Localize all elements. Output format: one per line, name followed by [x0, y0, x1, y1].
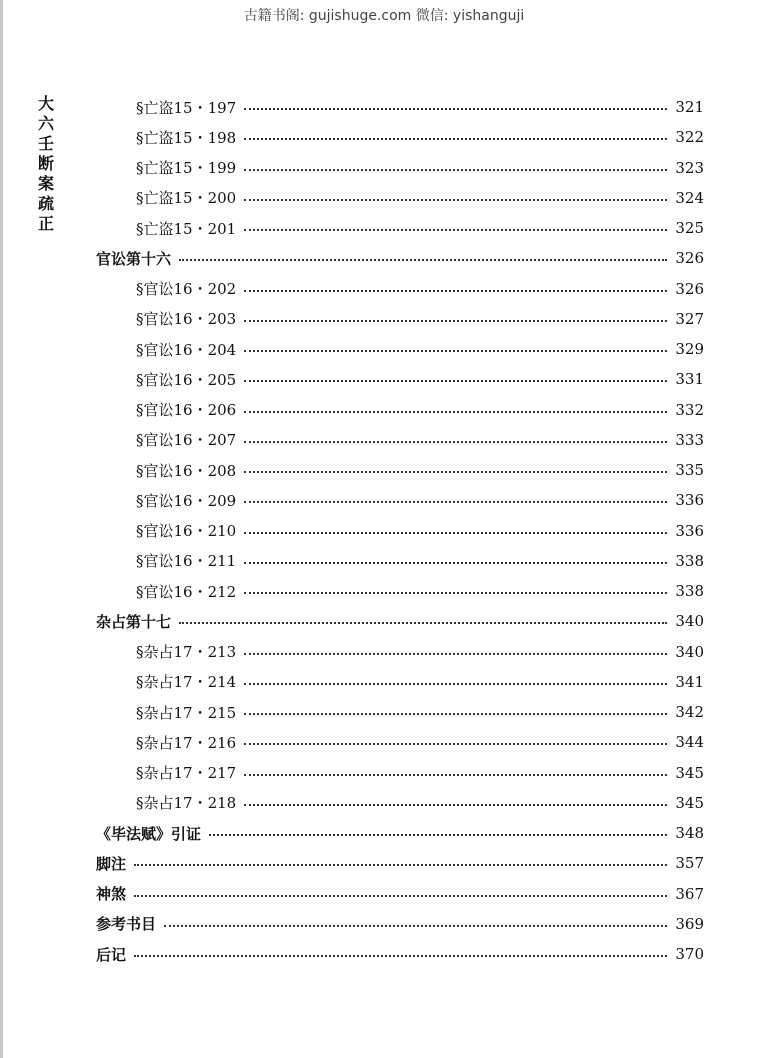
- toc-entry-label: §杂占17・215: [136, 703, 237, 722]
- toc-entry[interactable]: [136, 122, 704, 152]
- toc-entry-label: 脚注: [96, 854, 127, 873]
- toc-entry[interactable]: [136, 637, 704, 667]
- toc-entry[interactable]: [136, 183, 704, 213]
- dot-leader: [244, 288, 667, 292]
- toc-section-entry[interactable]: [96, 818, 704, 848]
- dot-leader: [179, 257, 667, 261]
- toc-entry-label: 参考书目: [96, 915, 157, 934]
- toc-page-number: 348: [675, 824, 704, 842]
- toc-page-number: 370: [675, 945, 704, 963]
- toc-section-entry[interactable]: [96, 606, 704, 636]
- toc-entry-label: §官讼16・205: [136, 370, 237, 389]
- toc-entry-label: §杂占17・216: [136, 733, 237, 752]
- toc-page-number: 357: [675, 854, 704, 873]
- toc-page-number: 345: [675, 793, 704, 812]
- dot-leader: [244, 227, 667, 231]
- toc-entry-label: §官讼16・209: [136, 491, 237, 510]
- toc-page-number: 329: [675, 340, 704, 358]
- toc-entry-label: §亡盗15・199: [136, 159, 237, 177]
- toc-entry-label: §杂占17・214: [136, 673, 237, 692]
- dot-leader: [244, 590, 667, 594]
- toc-page-number: 333: [675, 430, 704, 449]
- toc-entry[interactable]: [136, 274, 704, 304]
- dot-leader: [164, 923, 667, 927]
- toc-entry-label: §亡盗15・198: [136, 128, 237, 147]
- toc-entry-label: §杂占17・218: [136, 794, 237, 813]
- toc-page-number: 338: [675, 582, 704, 600]
- toc-entry-label: 《毕法赋》引证: [96, 824, 202, 843]
- toc-entry-label: §官讼16・204: [136, 340, 237, 359]
- toc-entry-label: §亡盗15・197: [136, 98, 237, 117]
- toc-page-number: 321: [675, 98, 704, 116]
- dot-leader: [209, 832, 667, 836]
- toc-entry-label: §官讼16・212: [136, 582, 237, 601]
- toc-entry[interactable]: [136, 546, 704, 576]
- toc-page-number: 336: [675, 491, 704, 510]
- running-title: 大六壬断案疏正: [37, 94, 54, 233]
- toc-page-number: 367: [675, 884, 704, 903]
- toc-section-entry[interactable]: [96, 909, 704, 939]
- toc-entry[interactable]: [136, 667, 704, 697]
- toc-page-number: 325: [675, 219, 704, 237]
- toc-entry[interactable]: [136, 788, 704, 818]
- dot-leader: [244, 711, 667, 715]
- dot-leader: [244, 530, 667, 534]
- toc-page-number: 331: [675, 370, 704, 389]
- toc-page-number: 338: [675, 551, 704, 570]
- dot-leader: [244, 197, 667, 201]
- toc-page-number: 326: [675, 279, 704, 298]
- toc-page-number: 324: [675, 188, 704, 207]
- toc-page-number: 322: [675, 128, 704, 147]
- toc-section-entry[interactable]: [96, 939, 704, 969]
- toc-entry[interactable]: [136, 364, 704, 394]
- toc-page-number: 340: [675, 642, 704, 661]
- dot-leader: [244, 560, 667, 564]
- dot-leader: [244, 136, 667, 140]
- watermark: 古籍书阁: gujishuge.com 微信: yishanguji: [243, 8, 525, 24]
- dot-leader: [244, 772, 667, 776]
- dot-leader: [244, 469, 667, 473]
- toc-page-number: 342: [675, 703, 704, 721]
- toc-entry[interactable]: [136, 425, 704, 455]
- toc-entry-label: §官讼16・208: [136, 461, 237, 480]
- dot-leader: [244, 167, 667, 171]
- toc-entry[interactable]: [136, 213, 704, 243]
- toc-entry[interactable]: [136, 576, 704, 606]
- dot-leader: [134, 953, 667, 957]
- toc-page-number: 341: [675, 672, 704, 691]
- toc-page-number: 327: [675, 309, 704, 328]
- dot-leader: [244, 499, 667, 503]
- toc-entry-label: §官讼16・207: [136, 431, 237, 450]
- dot-leader: [179, 620, 667, 624]
- toc-entry-label: 后记: [96, 945, 127, 964]
- toc-entry[interactable]: [136, 697, 704, 727]
- dot-leader: [244, 802, 667, 806]
- toc-entry-label: §杂占17・217: [136, 764, 237, 782]
- toc-page-number: 332: [675, 400, 704, 419]
- toc-section-entry[interactable]: [96, 243, 704, 273]
- dot-leader: [244, 318, 667, 322]
- toc-entry[interactable]: [136, 153, 704, 183]
- dot-leader: [134, 862, 667, 866]
- toc-page-number: 335: [675, 461, 704, 479]
- toc-page-number: 340: [675, 612, 704, 631]
- toc-page-number: 336: [675, 521, 704, 540]
- toc-entry-label: §官讼16・211: [136, 552, 237, 571]
- toc-entry[interactable]: [136, 92, 704, 122]
- toc-entry-label: 神煞: [96, 885, 127, 903]
- toc-entry[interactable]: [136, 516, 704, 546]
- toc-entry-label: §官讼16・210: [136, 522, 237, 540]
- dot-leader: [244, 439, 667, 443]
- toc-entry[interactable]: [136, 758, 704, 788]
- toc-entry[interactable]: [136, 395, 704, 425]
- toc-entry-label: 杂占第十七: [96, 612, 172, 631]
- dot-leader: [244, 651, 667, 655]
- toc-section-entry[interactable]: [96, 848, 704, 878]
- toc-entry[interactable]: [136, 334, 704, 364]
- toc-entry-label: §官讼16・202: [136, 280, 237, 298]
- dot-leader: [244, 378, 667, 382]
- dot-leader: [244, 106, 667, 110]
- toc-entry-label: 官讼第十六: [96, 249, 172, 268]
- toc-entry-label: §官讼16・206: [136, 401, 237, 419]
- toc-entry[interactable]: [136, 727, 704, 757]
- toc-entry-label: §官讼16・203: [136, 310, 237, 329]
- dot-leader: [244, 681, 667, 685]
- toc-page-number: 345: [675, 763, 704, 782]
- toc-entry-label: §亡盗15・200: [136, 189, 237, 208]
- dot-leader: [244, 409, 667, 413]
- toc-entry-label: §杂占17・213: [136, 643, 237, 661]
- toc-entry[interactable]: [136, 304, 704, 334]
- page-edge: [0, 0, 3, 1058]
- dot-leader: [134, 893, 667, 897]
- toc-page-number: 344: [675, 733, 704, 752]
- toc-section-entry[interactable]: [96, 879, 704, 909]
- toc-entry-label: §亡盗15・201: [136, 219, 237, 238]
- toc-entry[interactable]: [136, 455, 704, 485]
- toc-page-number: 326: [675, 249, 704, 268]
- dot-leader: [244, 348, 667, 352]
- dot-leader: [244, 741, 667, 745]
- toc-entry[interactable]: [136, 485, 704, 515]
- toc-page-number: 323: [675, 158, 704, 177]
- toc-page-number: 369: [675, 914, 704, 933]
